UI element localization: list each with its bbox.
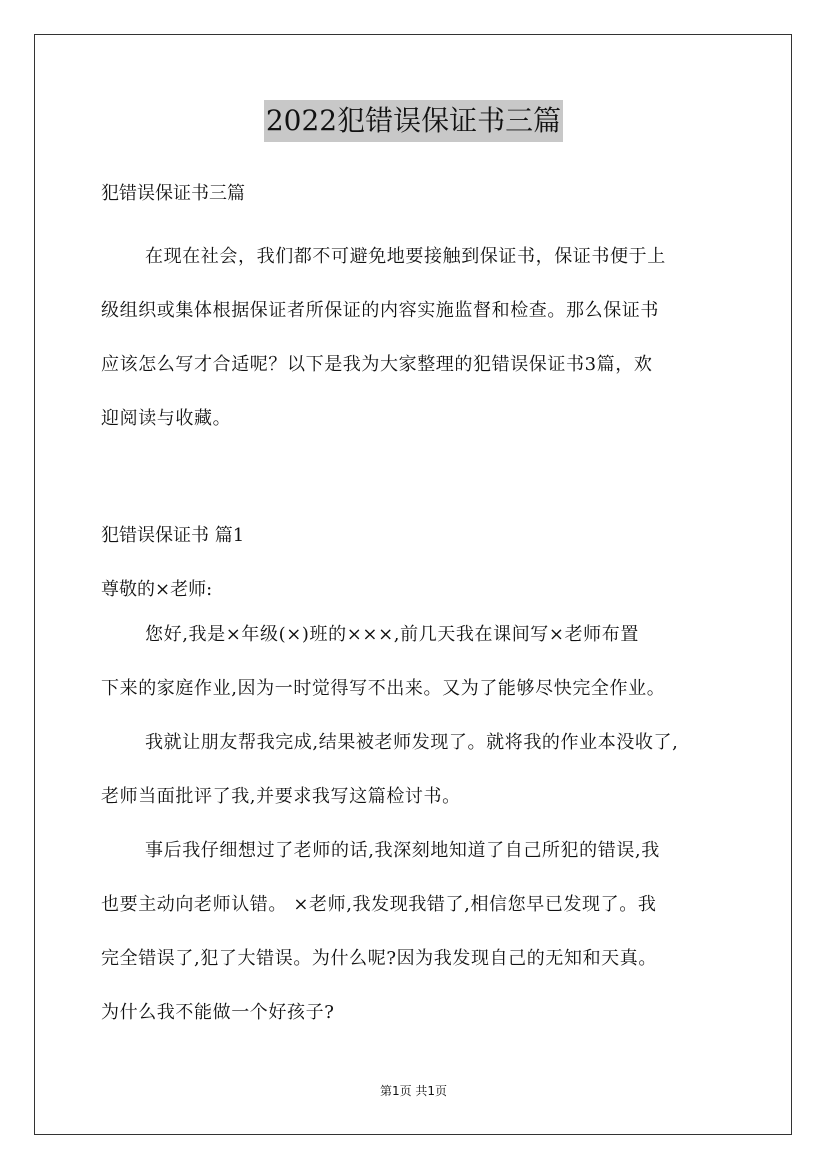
document-body	[101, 176, 729, 1040]
page-footer: 第1页 共1页	[379, 1084, 448, 1098]
body-line-2: 下来的家庭作业,因为一时觉得写不出来。又为了能够尽快完全作业。	[101, 678, 666, 699]
body-line-6: 也要主动向老师认错。 ×老师,我发现我错了,相信您早已发现了。我	[101, 894, 657, 915]
body-line-7: 完全错误了,犯了大错误。为什么呢?因为我发现自己的无知和天真。	[101, 948, 657, 969]
title-wrap	[0, 100, 827, 142]
document-title: 2022犯错误保证书三篇	[264, 100, 563, 142]
intro-line-3: 应该怎么写才合适呢？以下是我为大家整理的犯错误保证书3篇，欢	[101, 354, 653, 375]
body-line-4: 老师当面批评了我,并要求我写这篇检讨书。	[101, 786, 461, 807]
intro-line-1: 在现在社会，我们都不可避免地要接触到保证书，保证书便于上	[145, 246, 666, 267]
body-line-8: 为什么我不能做一个好孩子?	[101, 1002, 335, 1023]
intro-line-4: 迎阅读与收藏。	[101, 408, 232, 429]
intro-line-2: 级组织或集体根据保证者所保证的内容实施监督和检查。那么保证书	[101, 300, 659, 321]
body-line-3: 我就让朋友帮我完成,结果被老师发现了。就将我的作业本没收了,	[145, 732, 679, 753]
section-heading: 犯错误保证书 篇1	[101, 525, 245, 546]
body-line-1: 您好,我是×年级(×)班的×××,前几天我在课间写×老师布置	[145, 624, 639, 645]
salutation: 尊敬的×老师:	[101, 579, 213, 600]
document-subtitle: 犯错误保证书三篇	[101, 183, 245, 204]
body-line-5: 事后我仔细想过了老师的话,我深刻地知道了自己所犯的错误,我	[145, 840, 660, 861]
